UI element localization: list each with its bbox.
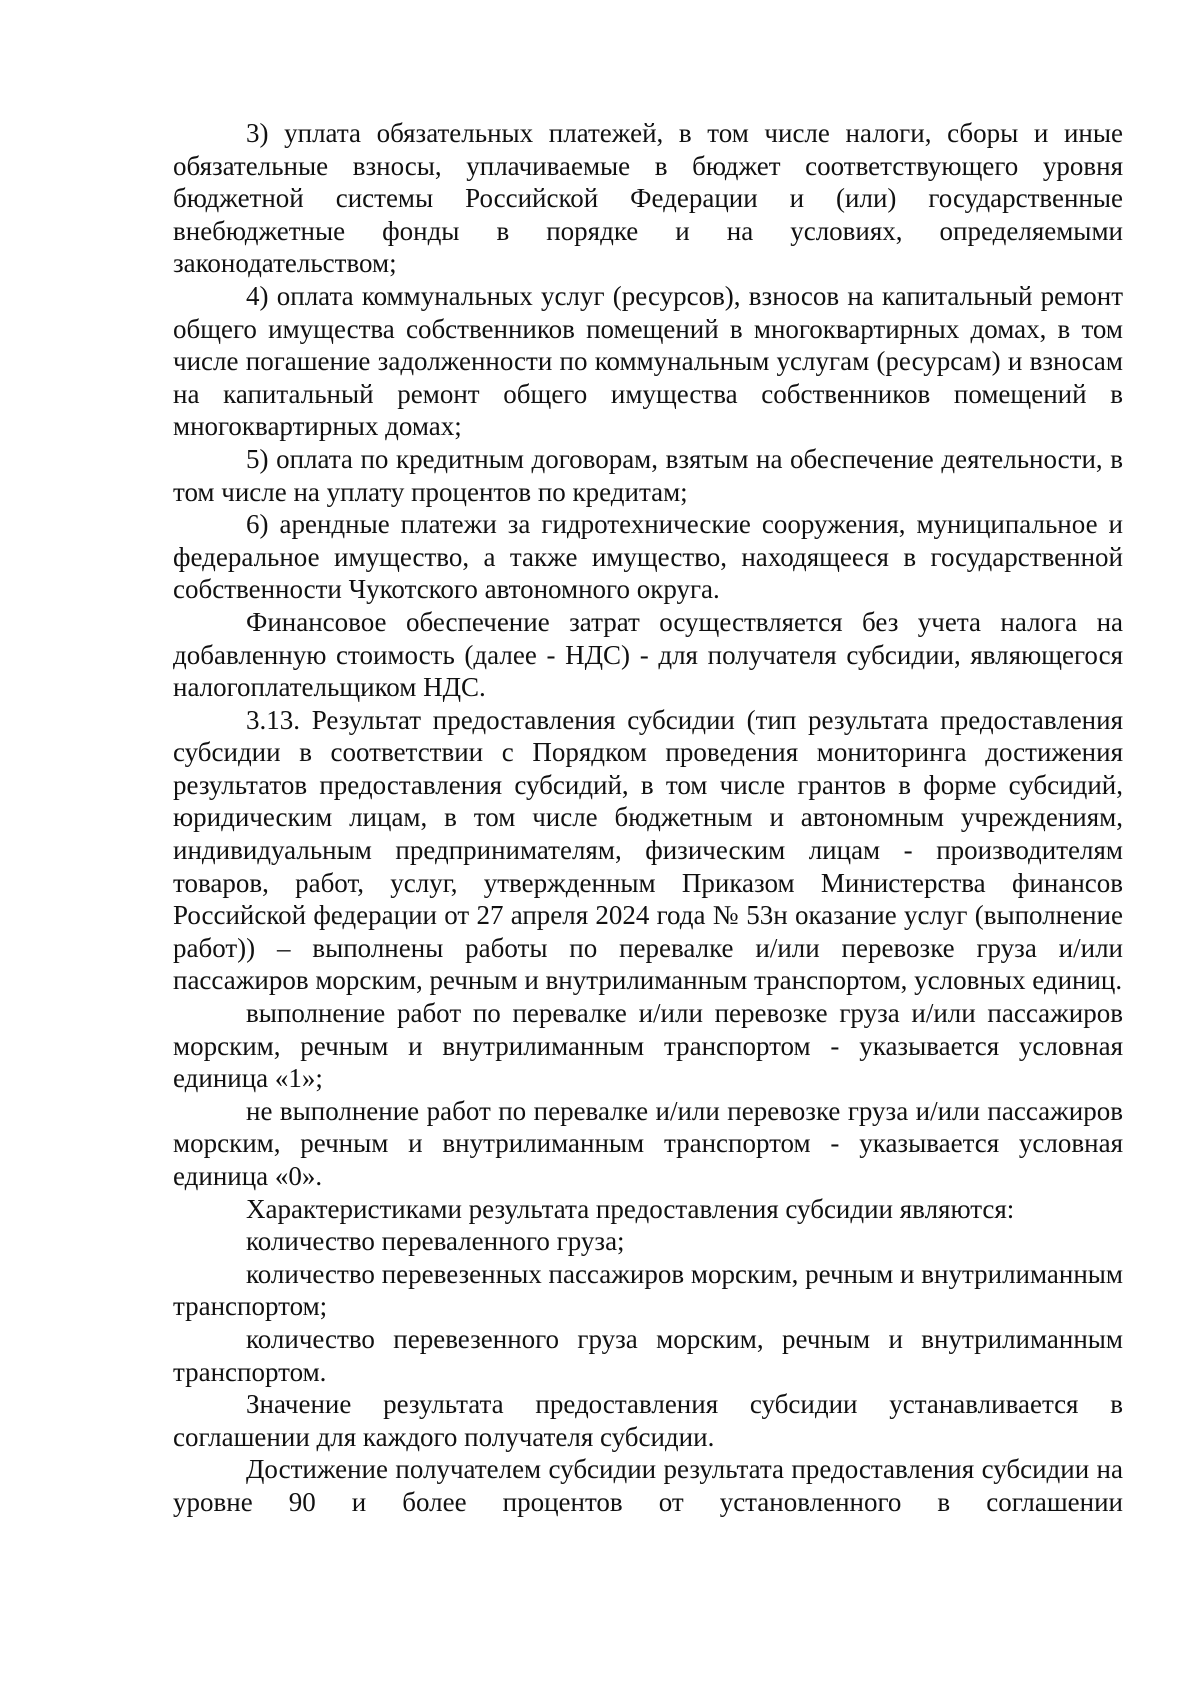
paragraph-item-6: 6) арендные платежи за гидротехнические сооружения, муниципальное и федеральное имущество, а также имущество, находящееся в государственной собственности Чукотского автономного округа. <box>173 509 1123 605</box>
paragraph-characteristics-heading: Характеристиками результата предоставления субсидии являются: <box>246 1193 1015 1224</box>
paragraph-result-achievement: Достижение получателем субсидии результата предоставления субсидии на уровне 90 и более процентов от установленного в соглашении <box>173 1454 1123 1517</box>
paragraph-result-value: Значение результата предоставления субсидии устанавливается в соглашении для каждого получателя субсидии. <box>173 1389 1123 1452</box>
document-body <box>173 117 1123 1519</box>
paragraph-characteristic-cargo-handled: количество переваленного груза; <box>246 1226 625 1257</box>
paragraph-vat-note: Финансовое обеспечение затрат осуществляется без учета налога на добавленную стоимость (далее - НДС) - для получателя субсидии, являющегося налогоплательщиком НДС. <box>173 606 1123 703</box>
paragraph-3-13-result: 3.13. Результат предоставления субсидии (тип результата предоставления субсидии в соответствии с Порядком проведения мониторинга достижения результатов предоставления субсидий, в том числе грантов в форме субсидий, юридическим лицам, в том числе бюджетным и автономным учреждениям, индивидуальным предпринимателям, физическим лицам - производителям товаров, работ, услуг, утвержденным Приказом Министерства финансов Российской федерации от 27 апреля 2024 года № 53н оказание услуг (выполнение работ)) – выполнены работы по перевалке и/или перевозке груза и/или пассажиров морским, речным и внутрилиманным транспортом, условных единиц. <box>173 704 1123 996</box>
paragraph-characteristic-passengers: количество перевезенных пассажиров морским, речным и внутрилиманным транспортом; <box>173 1258 1123 1322</box>
paragraph-item-4: 4) оплата коммунальных услуг (ресурсов), взносов на капитальный ремонт общего имущества собственников помещений в многоквартирных домах, в том числе погашение задолженности по коммунальным услугам (ресурсам) и взносам на капитальный ремонт общего имущества собственников помещений в многоквартирных домах; <box>173 280 1123 442</box>
paragraph-unit-one: выполнение работ по перевалке и/или перевозке груза и/или пассажиров морским, речным и внутрилиманным транспортом - указывается условная единица «1»; <box>173 998 1123 1094</box>
paragraph-item-3: 3) уплата обязательных платежей, в том числе налоги, сборы и иные обязательные взносы, уплачиваемые в бюджет соответствующего уровня бюджетной системы Российской Федерации и (или) государственные внебюджетные фонды в порядке и на условиях, определяемыми законодательством; <box>173 118 1123 279</box>
paragraph-unit-zero: не выполнение работ по перевалке и/или перевозке груза и/или пассажиров морским, речным и внутрилиманным транспортом - указывается условная единица «0». <box>173 1095 1123 1191</box>
paragraph-item-5: 5) оплата по кредитным договорам, взятым на обеспечение деятельности, в том числе на уплату процентов по кредитам; <box>173 443 1123 507</box>
paragraph-characteristic-cargo-transported: количество перевезенного груза морским, речным и внутрилиманным транспортом. <box>173 1323 1123 1387</box>
